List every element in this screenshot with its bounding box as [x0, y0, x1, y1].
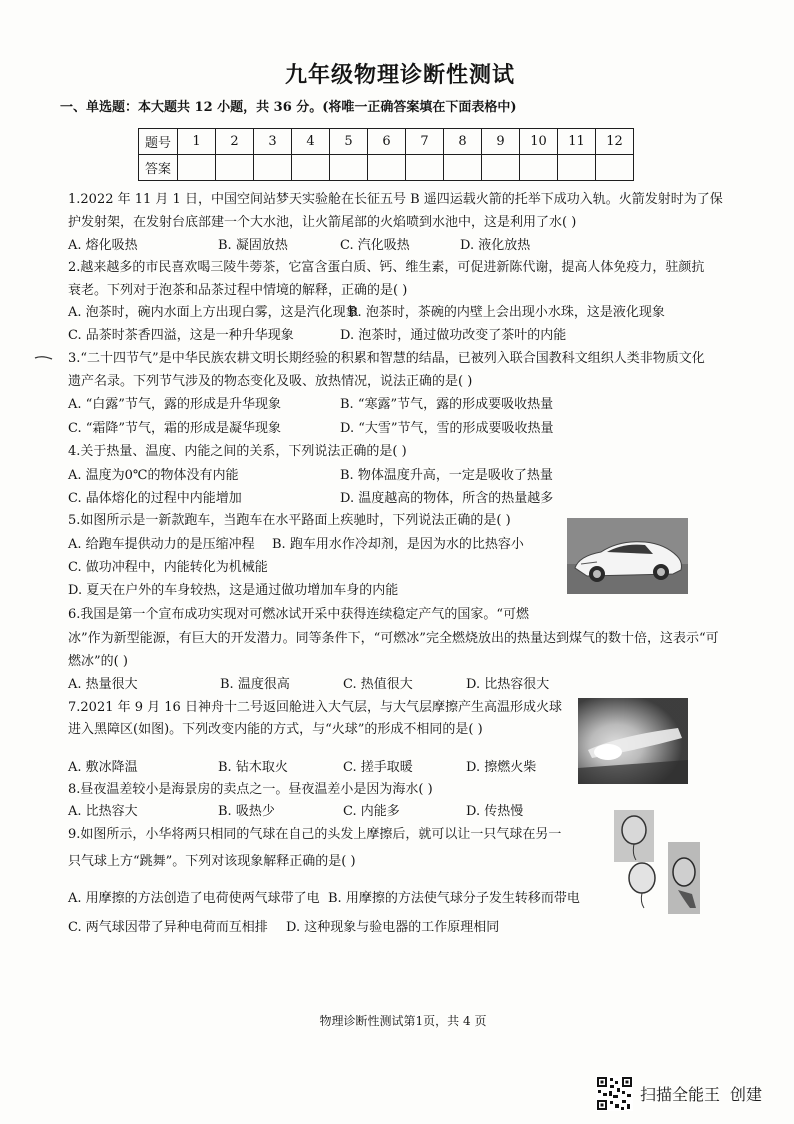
question-8-stem: 8.昼夜温差较小是海景房的卖点之一。昼夜温差小是因为海水( ) — [68, 782, 433, 797]
question-1-option-c: C. 汽化吸热 — [340, 238, 410, 253]
answer-cell — [292, 155, 330, 181]
question-4-option-c: C. 晶体熔化的过程中内能增加 — [68, 491, 242, 506]
question-9-option-d: D. 这种现象与验电器的工作原理相同 — [286, 920, 500, 935]
question-number: 3 — [254, 129, 292, 155]
question-7-stem: 7.2021 年 9 月 16 日神舟十二号返回舱进入大气层，与大气层摩擦产生高温形成火球 — [68, 700, 562, 715]
question-5-option-c: C. 做功冲程中，内能转化为机械能 — [68, 560, 268, 575]
answer-cell — [178, 155, 216, 181]
answer-cell — [368, 155, 406, 181]
question-3-option-c: C. “霜降”节气，霜的形成是凝华现象 — [68, 421, 282, 436]
question-8-option-a: A. 比热容大 — [68, 804, 138, 819]
answer-label: 答案 — [139, 155, 178, 181]
question-8-option-b: B. 吸热少 — [218, 804, 275, 819]
question-number: 4 — [292, 129, 330, 155]
question-2-option-a: A. 泡茶时，碗内水面上方出现白雾，这是汽化现象 — [68, 305, 359, 320]
reentry-fireball-figure — [578, 698, 688, 784]
question-3-stem: 3.“二十四节气”是中华民族农耕文明长期经验的积累和智慧的结晶，已被列入联合国教科文组织人类非物质文化 — [68, 351, 705, 366]
question-5-option-a: A. 给跑车提供动力的是压缩冲程 — [68, 537, 255, 552]
question-6-option-c: C. 热值很大 — [343, 677, 413, 692]
question-number: 2 — [216, 129, 254, 155]
answer-cell — [216, 155, 254, 181]
question-number: 10 — [520, 129, 558, 155]
question-5-stem: 5.如图所示是一新款跑车，当跑车在水平路面上疾驰时，下列说法正确的是( ) — [68, 513, 511, 528]
question-9-stem: 只气球上方“跳舞”。下列对该现象解释正确的是( ) — [68, 854, 356, 869]
question-1-stem: 护发射架，在发射台底部建一个大水池，让火箭尾部的火焰喷到水池中，这是利用了水( ) — [68, 215, 577, 230]
question-1-stem: 1.2022 年 11 月 1 日，中国空间站梦天实验舱在长征五号 B 遥四运载火箭的托举下成功入轨。火箭发射时为了保 — [68, 192, 723, 207]
answer-row — [139, 155, 634, 181]
question-6-stem: 燃冰”的( ) — [68, 654, 128, 669]
question-number: 12 — [596, 129, 634, 155]
question-number: 7 — [406, 129, 444, 155]
question-number: 6 — [368, 129, 406, 155]
question-2-option-c: C. 品茶时茶香四溢，这是一种升华现象 — [68, 328, 294, 343]
question-9-option-c: C. 两气球因带了异种电荷而互相排 — [68, 920, 268, 935]
question-4-option-b: B. 物体温度升高，一定是吸收了热量 — [340, 468, 553, 483]
question-7-option-a: A. 敷冰降温 — [68, 760, 138, 775]
answer-cell — [406, 155, 444, 181]
number-label: 题号 — [139, 129, 178, 155]
question-9-option-b: B. 用摩擦的方法使气球分子发生转移而带电 — [328, 891, 580, 906]
qr-code-icon — [596, 1076, 633, 1111]
question-1-option-b: B. 凝固放热 — [218, 238, 288, 253]
question-3-option-a: A. “白露”节气，露的形成是升华现象 — [68, 397, 281, 412]
question-7-option-c: C. 搓手取暖 — [343, 760, 413, 775]
question-2-stem: 2.越来越多的市民喜欢喝三陵牛蒡茶，它富含蛋白质、钙、维生素，可促进新陈代谢，提高人体免疫力，驻颜抗 — [68, 260, 705, 275]
balloons-figure — [612, 808, 700, 914]
page-footer: 物理诊断性测试第1页，共 4 页 — [319, 1014, 487, 1028]
question-6-stem: 冰”作为新型能源，有巨大的开发潜力。同等条件下，“可燃冰”完全燃烧放出的热量达到煤气的数十倍，这表示“可 — [68, 631, 719, 646]
pencil-mark — [34, 352, 54, 364]
question-1-option-d: D. 液化放热 — [460, 238, 531, 253]
question-3-option-b: B. “寒露”节气，露的形成要吸收热量 — [340, 397, 554, 412]
question-9-option-a: A. 用摩擦的方法创造了电荷使两气球带了电 — [68, 891, 320, 906]
answer-cell — [444, 155, 482, 181]
answer-cell — [254, 155, 292, 181]
question-3-stem: 遗产名录。下列节气涉及的物态变化及吸、放热情况，说法正确的是( ) — [68, 374, 473, 389]
question-number: 8 — [444, 129, 482, 155]
question-7-option-d: D. 擦燃火柴 — [466, 760, 537, 775]
question-1-option-a: A. 熔化吸热 — [68, 238, 138, 253]
question-number: 9 — [482, 129, 520, 155]
scanner-app-name: 扫描全能王 — [640, 1085, 721, 1104]
question-number: 11 — [558, 129, 596, 155]
scanner-watermark — [640, 1084, 762, 1106]
question-2-option-d: D. 泡茶时，通过做功改变了茶叶的内能 — [340, 328, 567, 343]
question-2-option-b: B. 泡茶时，茶碗的内壁上会出现小水珠，这是液化现象 — [348, 305, 665, 320]
answer-table — [138, 128, 634, 181]
question-4-stem: 4.关于热量、温度、内能之间的关系，下列说法正确的是( ) — [68, 444, 407, 459]
answer-cell — [330, 155, 368, 181]
question-number: 1 — [178, 129, 216, 155]
number-row — [139, 129, 634, 155]
question-5-option-b: B. 跑车用水作冷却剂，是因为水的比热容小 — [272, 537, 524, 552]
question-number: 5 — [330, 129, 368, 155]
scanner-suffix: 创建 — [730, 1085, 763, 1104]
answer-cell — [596, 155, 634, 181]
question-8-option-c: C. 内能多 — [343, 804, 400, 819]
question-2-stem: 衰老。下列对于泡茶和品茶过程中情境的解释，正确的是( ) — [68, 283, 408, 298]
answer-cell — [482, 155, 520, 181]
question-6-option-a: A. 热量很大 — [68, 677, 138, 692]
section-heading: 一、单选题：本大题共 12 小题，共 36 分。(将唯一正确答案填在下面表格中) — [60, 100, 517, 115]
question-4-option-d: D. 温度越高的物体，所含的热量越多 — [340, 491, 554, 506]
question-4-option-a: A. 温度为0℃的物体没有内能 — [68, 468, 239, 483]
sports-car-figure — [567, 518, 688, 594]
question-3-option-d: D. “大雪”节气，雪的形成要吸收热量 — [340, 421, 554, 436]
page-title: 九年级物理诊断性测试 — [284, 62, 515, 88]
answer-cell — [558, 155, 596, 181]
question-6-option-d: D. 比热容很大 — [466, 677, 550, 692]
question-6-stem: 6.我国是第一个宣布成功实现对可燃冰试开采中获得连续稳定产气的国家。“可燃 — [68, 607, 530, 622]
question-9-stem: 9.如图所示，小华将两只相同的气球在自己的头发上摩擦后，就可以让一只气球在另一 — [68, 827, 562, 842]
question-7-option-b: B. 钻木取火 — [218, 760, 288, 775]
question-5-option-d: D. 夏天在户外的车身较热，这是通过做功增加车身的内能 — [68, 583, 399, 598]
question-6-option-b: B. 温度很高 — [220, 677, 290, 692]
question-7-stem: 进入黑障区(如图)。下列改变内能的方式，与“火球”的形成不相同的是( ) — [68, 722, 483, 737]
answer-cell — [520, 155, 558, 181]
question-8-option-d: D. 传热慢 — [466, 804, 524, 819]
